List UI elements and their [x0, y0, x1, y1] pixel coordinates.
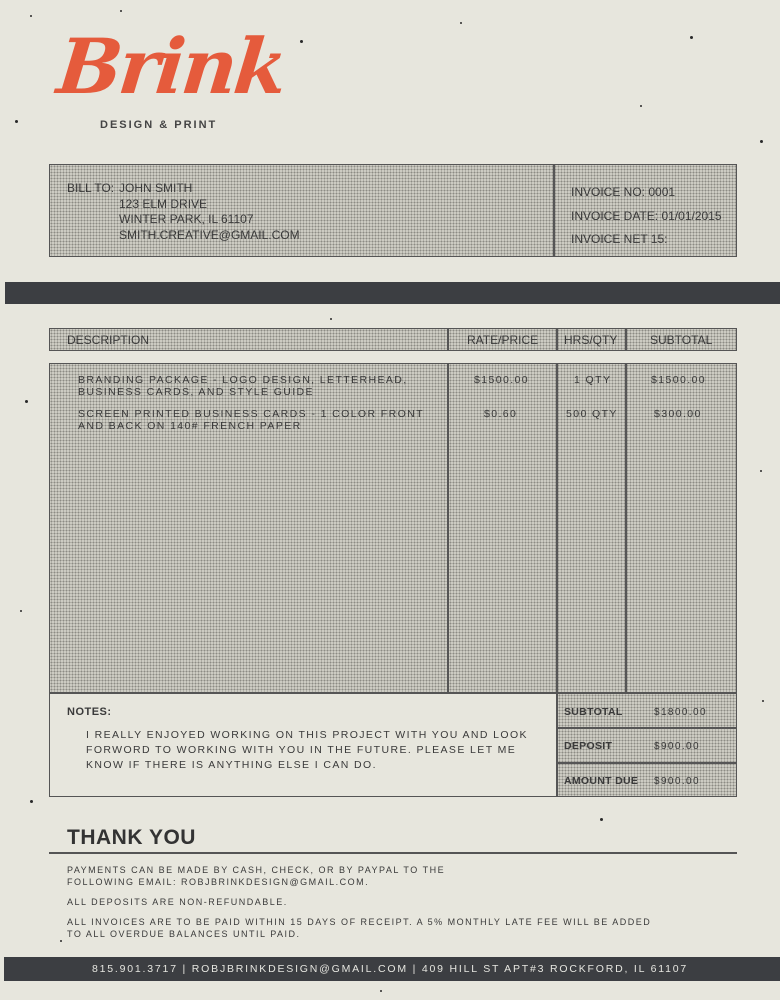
summary-deposit-value: $900.00 [654, 741, 700, 752]
header-divider [447, 328, 449, 351]
row-1-rate: $1500.00 [474, 374, 529, 386]
summary-subtotal-value: $1800.00 [654, 707, 707, 718]
column-divider [447, 363, 449, 693]
header-rate: RATE/PRICE [467, 333, 539, 347]
summary-deposit-label: DEPOSIT [564, 740, 613, 752]
row-2-description: SCREEN PRINTED BUSINESS CARDS - 1 COLOR FRONT AND BACK ON 140# FRENCH PAPER [78, 408, 424, 432]
late-fee-terms: ALL INVOICES ARE TO BE PAID WITHIN 15 DAYS OF RECEIPT. A 5% MONTHLY LATE FEE WILL BE ADDED TO ALL OVERDUE BALANCES UNTIL PAID. [67, 917, 652, 939]
summary-rule [556, 727, 737, 729]
brand-logo: Brink [53, 22, 289, 111]
header-qty: HRS/QTY [564, 333, 618, 347]
bill-panel-divider [553, 164, 555, 257]
row-2-subtotal: $300.00 [654, 408, 702, 420]
bill-to-street: 123 ELM DRIVE [119, 196, 208, 211]
row-2-rate: $0.60 [484, 408, 518, 420]
invoice-net: INVOICE NET 15: [571, 232, 668, 246]
brand-tagline: DESIGN & PRINT [100, 119, 218, 131]
bill-to-email: SMITH.CREATIVE@GMAIL.COM [119, 227, 300, 242]
thank-you-rule [49, 852, 737, 854]
header-subtotal: SUBTOTAL [650, 333, 713, 347]
bill-to-city: WINTER PARK, IL 61107 [119, 212, 254, 226]
row-1-description: BRANDING PACKAGE - LOGO DESIGN, LETTERHEAD, BUSINESS CARDS, AND STYLE GUIDE [78, 374, 408, 398]
invoice-info [571, 181, 722, 252]
column-divider [625, 363, 627, 693]
header-divider [625, 328, 627, 351]
bill-to-label: BILL TO: [67, 181, 115, 195]
payment-terms: PAYMENTS CAN BE MADE BY CASH, CHECK, OR BY PAYPAL TO THE FOLLOWING EMAIL: ROBJBRINKDESIGN@GMAIL.COM. [67, 865, 446, 887]
deposit-policy: ALL DEPOSITS ARE NON-REFUNDABLE. [67, 897, 288, 907]
notes-label: NOTES: [67, 706, 112, 718]
summary-subtotal-label: SUBTOTAL [564, 706, 623, 718]
summary-rule [556, 762, 737, 764]
invoice-number: INVOICE NO: 0001 [571, 185, 676, 199]
invoice-date: INVOICE DATE: 01/01/2015 [571, 208, 722, 223]
footer-contact: 815.901.3717 | ROBJBRINKDESIGN@GMAIL.COM | 409 HILL ST APT#3 ROCKFORD, IL 61107 [92, 963, 688, 975]
divider-bar [5, 282, 780, 304]
bill-to-name: JOHN SMITH [119, 181, 193, 195]
row-2-qty: 500 QTY [566, 408, 618, 420]
thank-you-heading: THANK YOU [67, 826, 196, 849]
notes-text: I REALLY ENJOYED WORKING ON THIS PROJECT WITH YOU AND LOOK FORWORD TO WORKING WITH YOU IN THE FUTURE. PLEASE LET ME KNOW IF THERE IS ANYTHING ELSE I CAN DO. [86, 729, 528, 771]
bill-to-address [119, 181, 300, 243]
row-1-subtotal: $1500.00 [651, 374, 706, 386]
row-1-qty: 1 QTY [574, 374, 612, 386]
header-divider [556, 328, 558, 351]
summary-amount-due-label: AMOUNT DUE [564, 775, 639, 787]
summary-amount-due-value: $900.00 [654, 776, 700, 787]
header-description: DESCRIPTION [67, 333, 150, 347]
table-header [49, 328, 737, 351]
